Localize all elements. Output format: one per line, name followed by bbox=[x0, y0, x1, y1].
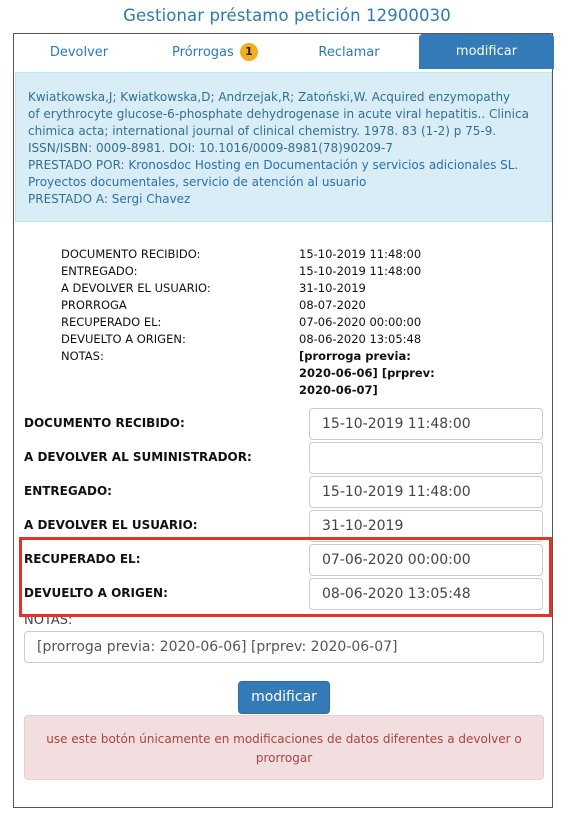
loan-panel bbox=[13, 33, 553, 808]
summary-label: DOCUMENTO RECIBIDO: bbox=[61, 247, 201, 261]
prestado-por-row bbox=[28, 157, 539, 174]
prestado-a-link[interactable]: Sergi Chavez bbox=[111, 192, 191, 206]
prestado-a-row bbox=[28, 191, 539, 208]
citation-line: ISSN/ISBN: 0009-8981. DOI: 10.1016/0009-8981(78)90209-7 bbox=[28, 141, 393, 155]
form-row-entregado bbox=[24, 476, 544, 510]
summary-value: 15-10-2019 11:48:00 bbox=[299, 247, 422, 261]
summary-label: RECUPERADO EL: bbox=[61, 315, 162, 329]
devuelto-origen-label: DEVUELTO A ORIGEN: bbox=[24, 586, 168, 600]
prestado-por-link[interactable]: Kronosdoc Hosting en Documentación y servicios adicionales SL. bbox=[128, 158, 519, 172]
documento-recibido-field[interactable]: 15-10-2019 11:48:00 bbox=[309, 408, 543, 440]
prestado-por-service-link[interactable]: Proyectos documentales, servicio de atención al usuario bbox=[28, 175, 367, 189]
tab-modificar[interactable]: modificar bbox=[419, 34, 554, 69]
devuelto-origen-field[interactable]: 08-06-2020 13:05:48 bbox=[309, 578, 543, 610]
summary-label: DEVUELTO A ORIGEN: bbox=[61, 332, 186, 346]
devolver-suministrador-label: A DEVOLVER AL SUMINISTRADOR: bbox=[24, 450, 252, 464]
summary-notes-label: NOTAS: bbox=[61, 349, 104, 363]
summary-value: 15-10-2019 11:48:00 bbox=[299, 264, 422, 278]
summary-notes-line: 2020-06-06] [prprev: bbox=[299, 366, 435, 380]
warning-text-line: use este botón únicamente en modificaciones de datos diferentes a devolver o bbox=[46, 732, 522, 746]
form-row-devolver-usuario bbox=[24, 510, 544, 544]
modificar-button[interactable]: modificar bbox=[238, 681, 330, 714]
warning-text-line: prorrogar bbox=[255, 751, 313, 765]
summary-label: A DEVOLVER EL USUARIO: bbox=[61, 281, 211, 295]
summary-label: PRORROGA bbox=[61, 298, 127, 312]
tab-prorrogas[interactable] bbox=[160, 35, 270, 71]
tab-prorrogas-label: Prórrogas bbox=[172, 45, 234, 60]
citation-info-box bbox=[15, 72, 552, 222]
summary-value: 08-06-2020 13:05:48 bbox=[299, 332, 422, 346]
notas-field[interactable]: [prorroga previa: 2020-06-06] [prprev: 2020-06-07] bbox=[24, 631, 544, 663]
prestado-por-label: PRESTADO POR: bbox=[28, 158, 125, 172]
summary-notes-value bbox=[299, 348, 499, 399]
summary-label: ENTREGADO: bbox=[61, 264, 138, 278]
documento-recibido-label: DOCUMENTO RECIBIDO: bbox=[24, 416, 185, 430]
citation-line: Kwiatkowska,J; Kwiatkowska,D; Andrzejak,R; Zatoński,W. Acquired enzymopathy bbox=[28, 90, 511, 104]
recuperado-field[interactable]: 07-06-2020 00:00:00 bbox=[309, 544, 543, 576]
entregado-field[interactable]: 15-10-2019 11:48:00 bbox=[309, 476, 543, 508]
tab-devolver[interactable]: Devolver bbox=[49, 45, 109, 60]
citation-line: of erythrocyte glucose-6-phosphate dehydrogenase in acute viral hepatitis.. Clinica bbox=[28, 107, 529, 121]
summary-notes-line: 2020-06-07] bbox=[299, 383, 378, 397]
form-row-recuperado bbox=[24, 544, 544, 578]
prorrogas-count-badge: 1 bbox=[240, 43, 258, 61]
summary-value: 31-10-2019 bbox=[299, 281, 366, 295]
entregado-label: ENTREGADO: bbox=[24, 484, 112, 498]
prestado-a-label: PRESTADO A: bbox=[28, 192, 108, 206]
page-title: Gestionar préstamo petición 12900030 bbox=[123, 6, 451, 25]
devolver-usuario-label: A DEVOLVER EL USUARIO: bbox=[24, 518, 198, 532]
summary-notes-line: [prorroga previa: bbox=[299, 349, 411, 363]
warning-alert bbox=[24, 715, 544, 780]
devolver-suministrador-field[interactable] bbox=[309, 442, 543, 474]
recuperado-label: RECUPERADO EL: bbox=[24, 552, 141, 566]
devolver-usuario-field[interactable]: 31-10-2019 bbox=[309, 510, 543, 542]
form-row-documento-recibido bbox=[24, 408, 544, 442]
notas-label: NOTAS: bbox=[24, 613, 73, 628]
summary-value: 07-06-2020 00:00:00 bbox=[299, 315, 422, 329]
form-row-devolver-suministrador bbox=[24, 442, 544, 476]
tab-reclamar[interactable]: Reclamar bbox=[318, 45, 380, 60]
summary-value: 08-07-2020 bbox=[299, 298, 366, 312]
citation-line: chimica acta; international journal of clinical chemistry. 1978. 83 (1-2) p 75-9. bbox=[28, 124, 497, 138]
form-row-devuelto-origen bbox=[24, 578, 544, 612]
